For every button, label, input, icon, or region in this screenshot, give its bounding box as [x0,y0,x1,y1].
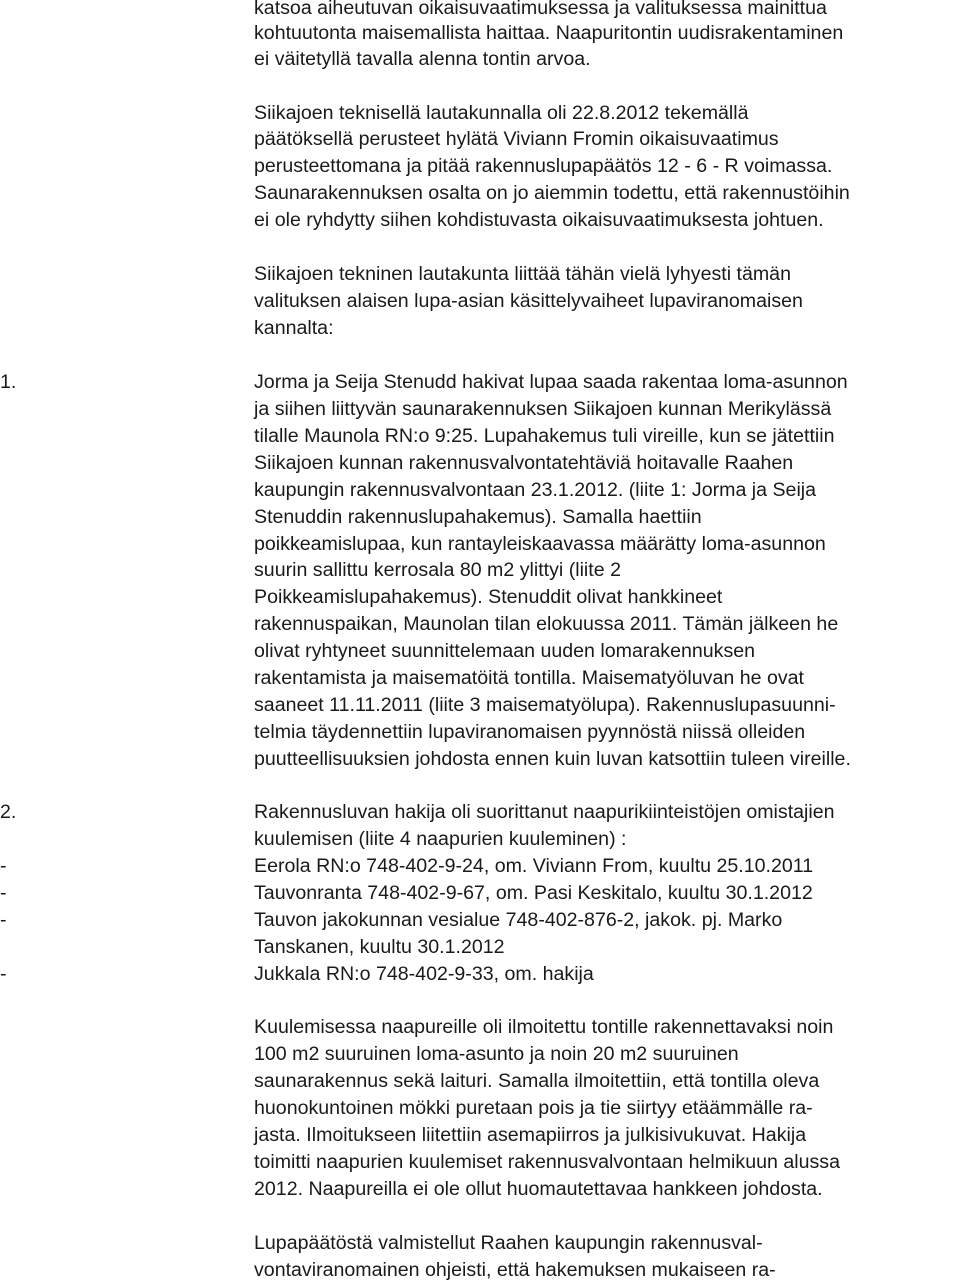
text-line: kuulemisen (liite 4 naapurien kuuleminen) : [254,828,627,850]
text-line: valituksen alaisen lupa-asian käsittelyvaiheet lupaviranomaisen [254,290,803,312]
text-line: Rakennusluvan hakija oli suorittanut naapurikiinteistöjen omistajien [254,801,835,823]
text-line: suurin sallittu kerrosala 80 m2 ylittyi (liite 2 [254,559,621,581]
text-line: katsoa aiheutuvan oikaisuvaatimuksessa ja valituksessa mainittua [254,0,827,19]
text-line: telmia täydennettiin lupaviranomaisen pyynnöstä niissä olleiden [254,721,806,743]
text-line: kohtuutonta maisemallista haittaa. Naapuritontin uudisrakentaminen [254,22,844,44]
text-line: rakentamista ja maisematöitä tontilla. Maisematyöluvan he ovat [254,667,804,689]
text-line: Siikajoen teknisellä lautakunnalla oli 22.8.2012 tekemällä [254,102,749,124]
neighbour-item: Tauvonranta 748-402-9-67, om. Pasi Keskitalo, kuultu 30.1.2012 [254,882,813,904]
text-line: Poikkeamislupahakemus). Stenuddit olivat hankkineet [254,586,723,608]
text-line: saunarakennus sekä laituri. Samalla ilmoitettiin, että tontilla oleva [254,1070,820,1092]
text-line: ei väitetyllä tavalla alenna tontin arvoa. [254,48,591,70]
text-line: perusteettomana ja pitää rakennuslupapäätös 12 - 6 - R voimassa. [254,155,833,177]
text-line: Kuulemisessa naapureille oli ilmoitettu tontille rakennettavaksi noin [254,1016,834,1038]
text-line: jasta. Ilmoitukseen liitettiin asemapiirros ja julkisivukuvat. Hakija [254,1124,807,1146]
text-line: 2012. Naapureilla ei ole ollut huomautettavaa hankkeen johdosta. [254,1178,823,1200]
text-line: päätöksellä perusteet hylätä Viviann Fromin oikaisuvaatimus [254,128,779,150]
text-line: saaneet 11.11.2011 (liite 3 maisematyölupa). Rakennuslupasuunni- [254,694,836,716]
list-number: 2. [0,801,17,823]
neighbour-item: Tanskanen, kuultu 30.1.2012 [254,936,505,958]
text-line: olivat ryhtyneet suunnittelemaan uuden lomarakennuksen [254,640,756,662]
text-line: poikkeamislupaa, kun rantayleiskaavassa määrätty loma-asunnon [254,533,826,555]
text-line: Lupapäätöstä valmistellut Raahen kaupungin rakennusval- [254,1232,763,1254]
text-line: puutteellisuuksien johdosta ennen kuin luvan katsottiin tuleen vireille. [254,748,851,770]
text-line: Jorma ja Seija Stenudd hakivat lupaa saada rakentaa loma-asunnon [254,371,848,393]
list-dash: - [0,882,7,904]
text-line: Siikajoen kunnan rakennusvalvontatehtäviä hoitavalle Raahen [254,452,794,474]
text-line: tilalle Maunola RN:o 9:25. Lupahakemus tuli vireille, kun se jätettiin [254,425,835,447]
text-line: rakennuspaikan, Maunolan tilan elokuussa 2011. Tämän jälkeen he [254,613,839,635]
text-line: Siikajoen tekninen lautakunta liittää tähän vielä lyhyesti tämän [254,263,791,285]
text-line: huonokuntoinen mökki puretaan pois ja tie siirtyy etäämmälle ra- [254,1097,813,1119]
list-dash: - [0,855,7,877]
text-line: vontaviranomainen ohjeisti, että hakemuksen mukaiseen ra- [254,1259,776,1281]
neighbour-item: Jukkala RN:o 748-402-9-33, om. hakija [254,963,594,985]
text-line: Stenuddin rakennuslupahakemus). Samalla haettiin [254,506,702,528]
neighbour-item: Eerola RN:o 748-402-9-24, om. Viviann From, kuultu 25.10.2011 [254,855,814,877]
list-number: 1. [0,371,17,393]
list-dash: - [0,909,7,931]
text-line: ja siihen liittyvän saunarakennuksen Siikajoen kunnan Merikylässä [254,398,832,420]
text-line: ei ole ryhdytty siihen kohdistuvasta oikaisuvaatimuksesta johtuen. [254,209,824,231]
text-line: toimitti naapurien kuulemiset rakennusvalvontaan helmikuun alussa [254,1151,840,1173]
text-line: kannalta: [254,317,334,339]
text-line: kaupungin rakennusvalvontaan 23.1.2012. (liite 1: Jorma ja Seija [254,479,817,501]
neighbour-item: Tauvon jakokunnan vesialue 748-402-876-2, jakok. pj. Marko [254,909,783,931]
text-line: Saunarakennuksen osalta on jo aiemmin todettu, että rakennustöihin [254,182,850,204]
text-line: 100 m2 suuruinen loma-asunto ja noin 20 m2 suuruinen [254,1043,739,1065]
list-dash: - [0,963,7,985]
